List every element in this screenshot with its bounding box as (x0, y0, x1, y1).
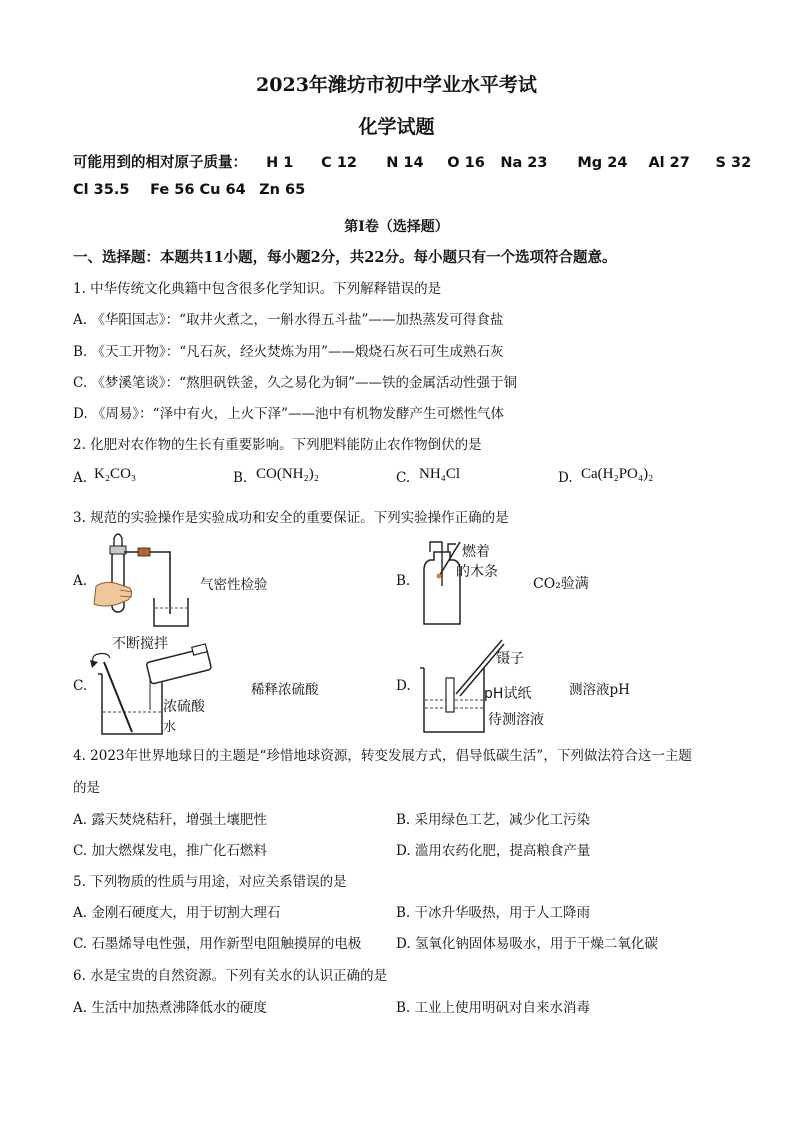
atomic-mass-item: Zn 65 (259, 182, 306, 198)
atomic-mass-item: O 16 (447, 155, 485, 171)
question-3-option-c-note-3: 水 (163, 720, 177, 735)
question-2-option-b-label: B. (233, 470, 248, 486)
question-3-option-d-label: D. (396, 678, 411, 694)
atomic-mass-item: Cl 35.5 (73, 182, 130, 198)
question-5-stem: 5. 下列物质的性质与用途，对应关系错误的是 (73, 874, 347, 890)
question-4-option-d: D. 滥用农药化肥，提高粮食产量 (396, 843, 591, 859)
question-3-option-c-label: C. (73, 678, 88, 694)
question-2-option-a-formula: K₂CO₃ (94, 466, 137, 482)
atomic-mass-item: H 1 (266, 155, 294, 171)
question-4-option-b: B. 采用绿色工艺，减少化工污染 (396, 812, 591, 828)
question-3-option-b-note-1: 燃着 (462, 544, 490, 560)
question-3-option-c-note-2: 浓硫酸 (163, 699, 205, 715)
question-5-option-d: D. 氢氧化钠固体易吸水，用于干燥二氧化碳 (396, 936, 658, 952)
question-1-option-b: B. 《天工开物》：“凡石灰，经火焚炼为用”——煅烧石灰石可生成熟石灰 (73, 344, 504, 360)
question-2-option-d-formula: Ca(H₂PO₄)₂ (581, 466, 654, 482)
question-5-option-b: B. 干冰升华吸热，用于人工降雨 (396, 905, 591, 921)
question-3-option-b-label: B. (396, 573, 411, 589)
atomic-mass-item: S 32 (715, 155, 752, 171)
atomic-mass-item: C 12 (321, 155, 357, 171)
airtightness-check-diagram (92, 530, 202, 630)
question-3-option-d-note-1: 镊子 (496, 651, 524, 667)
question-2-option-d-label: D. (558, 470, 573, 486)
question-2-option-c-label: C. (396, 470, 411, 486)
question-3-option-a-caption: 气密性检验 (200, 577, 268, 593)
question-1-option-a: A. 《华阳国志》：“取井火煮之，一斛水得五斗盐”——加热蒸发可得食盐 (73, 312, 504, 328)
question-3-option-d-note-2: pH试纸 (484, 686, 532, 702)
question-6-option-b: B. 工业上使用明矾对自来水消毒 (396, 1000, 591, 1016)
section-title: 一、选择题：本题共11小题，每小题2分，共22分。每小题只有一个选项符合题意。 (73, 249, 617, 266)
question-3-option-d-caption: 测溶液pH (569, 682, 630, 698)
page-title: 2023年潍坊市初中学业水平考试 (256, 74, 537, 96)
question-4-stem-line-2: 的是 (73, 780, 100, 796)
question-2-option-b-formula: CO(NH₂)₂ (256, 466, 319, 482)
question-2-stem: 2. 化肥对农作物的生长有重要影响。下列肥料能防止农作物倒伏的是 (73, 437, 482, 453)
volume-title: 第Ⅰ卷（选择题） (344, 219, 449, 235)
question-6-option-a: A. 生活中加热煮沸降低水的硬度 (73, 1000, 267, 1016)
atomic-mass-item: Na 23 (500, 155, 548, 171)
question-3-option-c-note-1: 不断搅拌 (112, 636, 168, 652)
question-4-stem-line-1: 4. 2023年世界地球日的主题是“珍惜地球资源，转变发展方式，倡导低碳生活”，下列做法符合这一主题 (73, 748, 692, 764)
atomic-mass-label: 可能用到的相对原子质量： (73, 155, 247, 171)
question-2-option-c-formula: NH₄Cl (419, 466, 461, 482)
question-5-option-c: C. 石墨烯导电性强，用作新型电阻触摸屏的电极 (73, 936, 362, 952)
question-1-option-c: C. 《梦溪笔谈》：“熬胆矾铁釜，久之易化为铜”——铁的金属活动性强于铜 (73, 375, 517, 391)
question-3-option-d-note-3: 待测溶液 (488, 712, 544, 728)
atomic-mass-row-1 (73, 151, 751, 172)
question-6-stem: 6. 水是宝贵的自然资源。下列有关水的认识正确的是 (73, 968, 388, 984)
question-1-stem: 1. 中华传统文化典籍中包含很多化学知识。下列解释错误的是 (73, 281, 442, 297)
question-1-option-d: D. 《周易》：“泽中有火，上火下泽”——池中有机物发酵产生可燃性气体 (73, 406, 504, 422)
atomic-mass-item: Al 27 (648, 155, 690, 171)
question-4-option-c: C. 加大燃煤发电，推广化石燃料 (73, 843, 267, 859)
question-3-option-b-caption: CO₂验满 (533, 576, 589, 592)
question-5-option-a: A. 金刚石硬度大，用于切割大理石 (73, 905, 281, 921)
atomic-mass-item: N 14 (386, 155, 424, 171)
question-2-option-a-label: A. (73, 470, 88, 486)
page-subtitle: 化学试题 (358, 116, 435, 138)
question-3-option-c-caption: 稀释浓硫酸 (251, 682, 319, 698)
question-4-option-a: A. 露天焚烧秸秆，增强土壤肥性 (73, 812, 267, 828)
atomic-mass-item: Fe 56 Cu 64 (150, 182, 246, 198)
question-3-stem: 3. 规范的实验操作是实验成功和安全的重要保证。下列实验操作正确的是 (73, 510, 509, 526)
question-3-option-b-note-2: 的木条 (456, 564, 498, 580)
atomic-mass-item: Mg 24 (577, 155, 628, 171)
dilute-sulfuric-acid-diagram (88, 648, 218, 736)
atomic-mass-row-2 (73, 182, 305, 198)
question-3-option-a-label: A. (73, 573, 88, 589)
